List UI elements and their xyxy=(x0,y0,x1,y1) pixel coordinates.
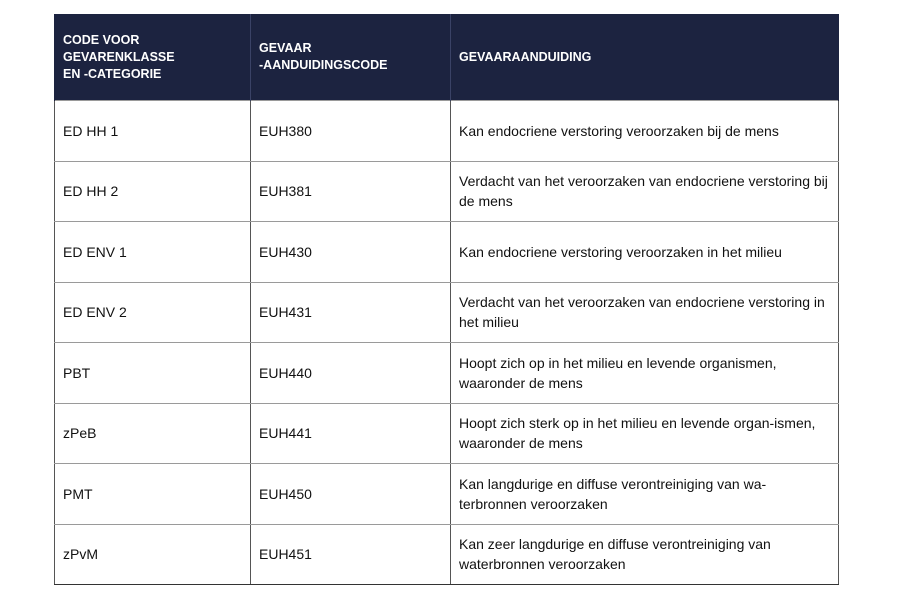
hazard-description-cell: Hoopt zich sterk op in het milieu en levende organ-ismen, waaronder de mens xyxy=(451,403,839,464)
hazard-classification-table xyxy=(54,14,839,585)
category-code-cell: PBT xyxy=(55,343,251,404)
euh-code-cell: EUH431 xyxy=(251,282,451,343)
category-code-cell: zPvM xyxy=(55,524,251,585)
category-code-cell: ED HH 2 xyxy=(55,161,251,222)
hazard-description-cell: Hoopt zich op in het milieu en levende organismen, waaronder de mens xyxy=(451,343,839,404)
hazard-description-cell: Kan langdurige en diffuse verontreiniging van wa-terbronnen veroorzaken xyxy=(451,464,839,525)
header-row xyxy=(55,14,839,101)
euh-code-cell: EUH381 xyxy=(251,161,451,222)
table-row xyxy=(55,343,839,404)
hazard-description-cell: Kan endocriene verstoring veroorzaken in het milieu xyxy=(451,222,839,283)
category-code-cell: zPeB xyxy=(55,403,251,464)
table-row xyxy=(55,403,839,464)
table-row xyxy=(55,524,839,585)
euh-code-cell: EUH430 xyxy=(251,222,451,283)
euh-code-cell: EUH451 xyxy=(251,524,451,585)
header-hazard-statement: GEVAARAANDUIDING xyxy=(451,14,839,101)
category-code-cell: ED ENV 1 xyxy=(55,222,251,283)
table-header xyxy=(55,14,839,101)
euh-code-cell: EUH380 xyxy=(251,101,451,162)
category-code-cell: PMT xyxy=(55,464,251,525)
table-row xyxy=(55,282,839,343)
euh-code-cell: EUH441 xyxy=(251,403,451,464)
euh-code-cell: EUH440 xyxy=(251,343,451,404)
hazard-description-cell: Verdacht van het veroorzaken van endocriene verstoring in het milieu xyxy=(451,282,839,343)
header-hazard-statement-code: GEVAAR -AANDUIDINGSCODE xyxy=(251,14,451,101)
header-category-code: CODE VOOR GEVARENKLASSE EN -CATEGORIE xyxy=(55,14,251,101)
table-row xyxy=(55,101,839,162)
hazard-description-cell: Kan endocriene verstoring veroorzaken bij de mens xyxy=(451,101,839,162)
table-row xyxy=(55,161,839,222)
table-row xyxy=(55,464,839,525)
table-body xyxy=(55,101,839,585)
euh-code-cell: EUH450 xyxy=(251,464,451,525)
hazard-description-cell: Kan zeer langdurige en diffuse verontreiniging van waterbronnen veroorzaken xyxy=(451,524,839,585)
hazard-description-cell: Verdacht van het veroorzaken van endocriene verstoring bij de mens xyxy=(451,161,839,222)
category-code-cell: ED HH 1 xyxy=(55,101,251,162)
table-row xyxy=(55,222,839,283)
category-code-cell: ED ENV 2 xyxy=(55,282,251,343)
